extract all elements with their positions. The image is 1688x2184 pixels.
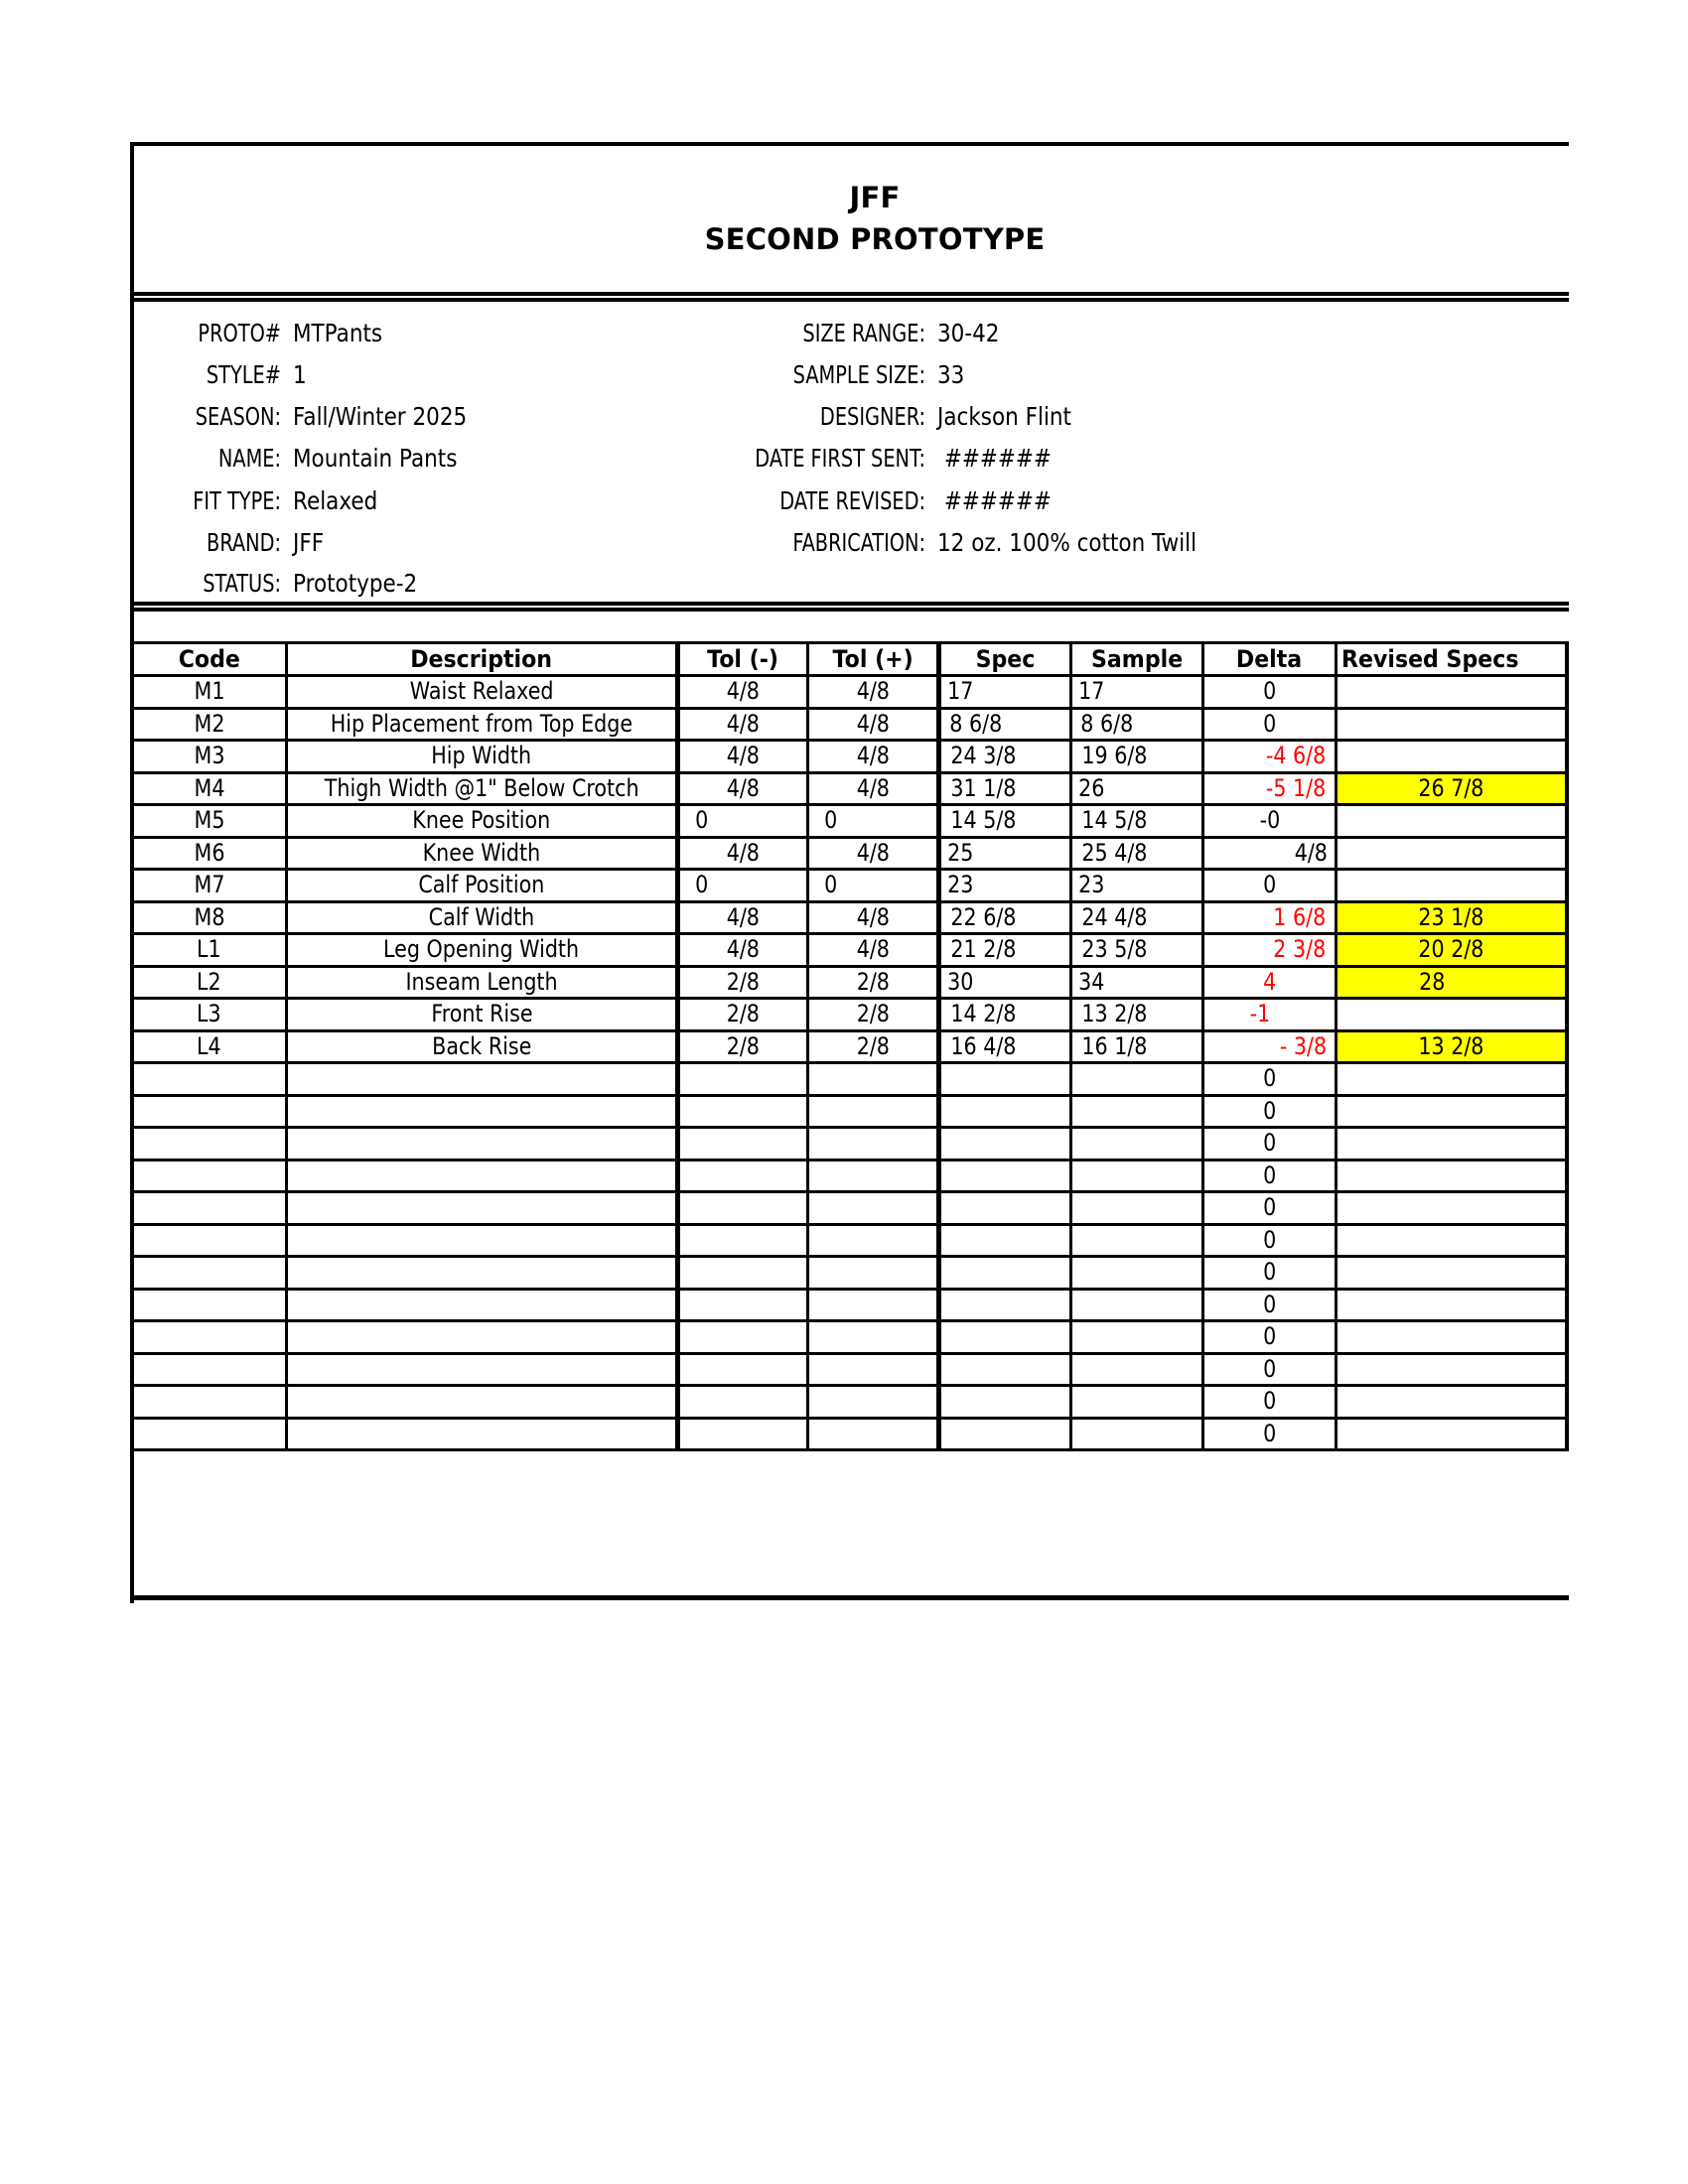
info-label: NAME: <box>217 444 281 473</box>
cell-code: L3 <box>132 999 287 1031</box>
cell-revised-specs <box>1336 1192 1567 1225</box>
cell-description: Hip Width <box>287 741 678 773</box>
table-row <box>132 870 1567 902</box>
cell-sample <box>1071 1321 1203 1354</box>
cell-spec <box>939 1386 1071 1419</box>
cell-revised-specs <box>1336 1418 1567 1450</box>
cell-tol-plus: 4/8 <box>808 772 939 805</box>
spec-table-body <box>132 676 1567 1450</box>
cell-spec: 14 2/8 <box>939 999 1071 1031</box>
cell-description <box>287 1289 678 1321</box>
cell-delta: 0 <box>1203 870 1336 902</box>
cell-code <box>132 1095 287 1128</box>
cell-revised-specs: 26 7/8 <box>1336 772 1567 805</box>
table-row <box>132 1353 1567 1386</box>
cell-tol-minus <box>678 1257 808 1290</box>
cell-tol-plus: 4/8 <box>808 708 939 741</box>
cell-code: M5 <box>132 805 287 838</box>
cell-tol-plus <box>808 1418 939 1450</box>
cell-sample <box>1071 1128 1203 1160</box>
info-label: FABRICATION: <box>792 528 925 557</box>
cell-tol-minus <box>678 1321 808 1354</box>
info-value: ###### <box>937 444 1052 473</box>
cell-code: L4 <box>132 1030 287 1063</box>
cell-sample <box>1071 1289 1203 1321</box>
table-row <box>132 1063 1567 1096</box>
column-header-revised-specs: Revised Specs <box>1336 643 1567 676</box>
cell-delta: 0 <box>1203 1128 1336 1160</box>
table-row <box>132 772 1567 805</box>
cell-tol-plus <box>808 1257 939 1290</box>
cell-tol-plus <box>808 1128 939 1160</box>
info-label: SEASON: <box>195 402 281 431</box>
cell-code <box>132 1418 287 1450</box>
cell-tol-minus: 0 <box>678 805 808 838</box>
cell-delta: 0 <box>1203 1418 1336 1450</box>
cell-sample: 8 6/8 <box>1071 708 1203 741</box>
frame-top-border <box>130 142 1569 146</box>
cell-code: M3 <box>132 741 287 773</box>
cell-sample <box>1071 1095 1203 1128</box>
cell-spec <box>939 1160 1071 1192</box>
table-row <box>132 934 1567 967</box>
title-divider <box>130 292 1569 302</box>
cell-tol-minus: 4/8 <box>678 901 808 934</box>
cell-description <box>287 1095 678 1128</box>
cell-spec: 30 <box>939 966 1071 999</box>
cell-description: Leg Opening Width <box>287 934 678 967</box>
cell-revised-specs: 28 <box>1336 966 1567 999</box>
cell-code <box>132 1289 287 1321</box>
cell-code: M6 <box>132 837 287 870</box>
info-value: Fall/Winter 2025 <box>293 402 468 431</box>
cell-code <box>132 1224 287 1257</box>
cell-spec: 21 2/8 <box>939 934 1071 967</box>
cell-spec: 31 1/8 <box>939 772 1071 805</box>
cell-tol-minus: 4/8 <box>678 676 808 709</box>
cell-delta: 0 <box>1203 708 1336 741</box>
cell-revised-specs <box>1336 1386 1567 1419</box>
cell-description: Calf Width <box>287 901 678 934</box>
cell-revised-specs <box>1336 676 1567 709</box>
cell-description <box>287 1386 678 1419</box>
cell-spec: 17 <box>939 676 1071 709</box>
info-value: Prototype-2 <box>293 569 418 598</box>
info-value: Mountain Pants <box>293 444 458 473</box>
cell-revised-specs <box>1336 1160 1567 1192</box>
cell-tol-minus <box>678 1128 808 1160</box>
info-label: DATE FIRST SENT: <box>755 444 925 473</box>
table-row <box>132 999 1567 1031</box>
info-label: BRAND: <box>207 528 281 557</box>
cell-tol-plus: 0 <box>808 805 939 838</box>
column-header-spec: Spec <box>939 643 1071 676</box>
cell-sample <box>1071 1224 1203 1257</box>
cell-spec: 24 3/8 <box>939 741 1071 773</box>
cell-tol-minus <box>678 1160 808 1192</box>
table-row <box>132 1386 1567 1419</box>
cell-delta: -5 1/8 <box>1203 772 1336 805</box>
cell-sample: 26 <box>1071 772 1203 805</box>
cell-code: L1 <box>132 934 287 967</box>
cell-sample <box>1071 1418 1203 1450</box>
table-row <box>132 837 1567 870</box>
cell-code <box>132 1353 287 1386</box>
cell-tol-minus: 4/8 <box>678 772 808 805</box>
cell-sample: 34 <box>1071 966 1203 999</box>
cell-sample <box>1071 1257 1203 1290</box>
cell-tol-plus: 4/8 <box>808 934 939 967</box>
cell-code: M1 <box>132 676 287 709</box>
cell-revised-specs <box>1336 999 1567 1031</box>
cell-tol-plus <box>808 1321 939 1354</box>
cell-revised-specs <box>1336 1224 1567 1257</box>
cell-sample: 23 <box>1071 870 1203 902</box>
table-row <box>132 1128 1567 1160</box>
info-value: Jackson Flint <box>937 402 1071 431</box>
cell-delta: 0 <box>1203 1353 1336 1386</box>
cell-spec <box>939 1289 1071 1321</box>
cell-tol-minus <box>678 1063 808 1096</box>
cell-tol-minus: 4/8 <box>678 837 808 870</box>
cell-tol-plus: 0 <box>808 870 939 902</box>
cell-revised-specs <box>1336 1063 1567 1096</box>
cell-revised-specs <box>1336 837 1567 870</box>
column-header-sample: Sample <box>1071 643 1203 676</box>
info-value: Relaxed <box>293 486 378 515</box>
cell-tol-minus: 4/8 <box>678 708 808 741</box>
cell-tol-minus <box>678 1386 808 1419</box>
cell-revised-specs: 20 2/8 <box>1336 934 1567 967</box>
info-value: JFF <box>293 528 325 557</box>
cell-spec: 22 6/8 <box>939 901 1071 934</box>
table-row <box>132 1095 1567 1128</box>
spec-table <box>130 641 1569 1451</box>
cell-spec: 25 <box>939 837 1071 870</box>
cell-sample: 14 5/8 <box>1071 805 1203 838</box>
cell-sample <box>1071 1160 1203 1192</box>
cell-description <box>287 1128 678 1160</box>
table-row <box>132 1030 1567 1063</box>
cell-description <box>287 1224 678 1257</box>
cell-sample <box>1071 1353 1203 1386</box>
cell-code <box>132 1160 287 1192</box>
info-label: STYLE# <box>206 360 281 389</box>
notes-box <box>130 1529 1569 1600</box>
cell-description: Thigh Width @1" Below Crotch <box>287 772 678 805</box>
cell-tol-minus <box>678 1095 808 1128</box>
cell-tol-plus <box>808 1063 939 1096</box>
cell-spec <box>939 1257 1071 1290</box>
cell-description <box>287 1063 678 1096</box>
info-label: STATUS: <box>203 569 281 598</box>
cell-revised-specs: 23 1/8 <box>1336 901 1567 934</box>
cell-delta: -0 <box>1203 805 1336 838</box>
cell-spec <box>939 1418 1071 1450</box>
info-label: PROTO# <box>198 319 281 347</box>
cell-spec: 8 6/8 <box>939 708 1071 741</box>
cell-delta: 0 <box>1203 1160 1336 1192</box>
cell-tol-plus <box>808 1289 939 1321</box>
cell-tol-minus <box>678 1418 808 1450</box>
cell-code: M7 <box>132 870 287 902</box>
cell-description: Knee Position <box>287 805 678 838</box>
cell-delta: 0 <box>1203 1321 1336 1354</box>
info-label: DATE REVISED: <box>779 486 925 515</box>
cell-tol-minus <box>678 1224 808 1257</box>
cell-revised-specs <box>1336 1353 1567 1386</box>
page-title: SECOND PROTOTYPE <box>704 222 1046 256</box>
cell-delta: 4 <box>1203 966 1336 999</box>
cell-spec: 16 4/8 <box>939 1030 1071 1063</box>
info-value: 12 oz. 100% cotton Twill <box>937 528 1197 557</box>
column-header-description: Description <box>287 643 678 676</box>
cell-description: Calf Position <box>287 870 678 902</box>
cell-revised-specs <box>1336 741 1567 773</box>
cell-delta: 0 <box>1203 1257 1336 1290</box>
cell-revised-specs <box>1336 1095 1567 1128</box>
cell-code: L2 <box>132 966 287 999</box>
cell-tol-plus: 4/8 <box>808 837 939 870</box>
cell-description: Hip Placement from Top Edge <box>287 708 678 741</box>
column-header-tol-minus: Tol (-) <box>678 643 808 676</box>
table-row <box>132 1224 1567 1257</box>
cell-description <box>287 1418 678 1450</box>
cell-sample: 23 5/8 <box>1071 934 1203 967</box>
cell-delta: 0 <box>1203 1289 1336 1321</box>
cell-delta: -1 <box>1203 999 1336 1031</box>
cell-description <box>287 1192 678 1225</box>
cell-sample: 19 6/8 <box>1071 741 1203 773</box>
info-label: FIT TYPE: <box>193 486 281 515</box>
cell-spec <box>939 1128 1071 1160</box>
info-value: 1 <box>293 360 307 389</box>
cell-tol-plus <box>808 1386 939 1419</box>
cell-sample: 24 4/8 <box>1071 901 1203 934</box>
cell-tol-plus: 4/8 <box>808 741 939 773</box>
cell-code <box>132 1386 287 1419</box>
column-header-code: Code <box>132 643 287 676</box>
cell-description: Back Rise <box>287 1030 678 1063</box>
table-row <box>132 1321 1567 1354</box>
cell-spec: 23 <box>939 870 1071 902</box>
cell-delta: 0 <box>1203 1192 1336 1225</box>
cell-sample <box>1071 1386 1203 1419</box>
table-row <box>132 1289 1567 1321</box>
cell-tol-plus: 2/8 <box>808 1030 939 1063</box>
cell-tol-plus: 2/8 <box>808 966 939 999</box>
table-row <box>132 1160 1567 1192</box>
cell-tol-minus: 0 <box>678 870 808 902</box>
column-header-delta: Delta <box>1203 643 1336 676</box>
info-value: 30-42 <box>937 319 1000 347</box>
cell-code <box>132 1321 287 1354</box>
cell-tol-plus <box>808 1095 939 1128</box>
table-header-row <box>132 643 1567 676</box>
cell-revised-specs: 13 2/8 <box>1336 1030 1567 1063</box>
cell-delta: - 3/8 <box>1203 1030 1336 1063</box>
cell-tol-plus: 2/8 <box>808 999 939 1031</box>
cell-tol-plus: 4/8 <box>808 901 939 934</box>
cell-code: M4 <box>132 772 287 805</box>
cell-description: Inseam Length <box>287 966 678 999</box>
cell-sample: 16 1/8 <box>1071 1030 1203 1063</box>
cell-revised-specs <box>1336 708 1567 741</box>
cell-revised-specs <box>1336 1128 1567 1160</box>
cell-sample <box>1071 1192 1203 1225</box>
info-label: SIZE RANGE: <box>802 319 925 347</box>
cell-delta: 0 <box>1203 1386 1336 1419</box>
cell-description: Front Rise <box>287 999 678 1031</box>
cell-description <box>287 1321 678 1354</box>
info-divider <box>130 602 1569 612</box>
table-row <box>132 1257 1567 1290</box>
cell-spec <box>939 1321 1071 1354</box>
cell-spec <box>939 1224 1071 1257</box>
table-row <box>132 1418 1567 1450</box>
table-row <box>132 966 1567 999</box>
brand-heading: JFF <box>849 181 901 214</box>
info-value: 33 <box>937 360 965 389</box>
info-value: MTPants <box>293 319 383 347</box>
cell-code <box>132 1063 287 1096</box>
cell-tol-plus <box>808 1224 939 1257</box>
cell-delta: 0 <box>1203 1095 1336 1128</box>
cell-tol-minus: 2/8 <box>678 966 808 999</box>
column-header-tol-plus: Tol (+) <box>808 643 939 676</box>
cell-sample: 17 <box>1071 676 1203 709</box>
cell-tol-minus <box>678 1192 808 1225</box>
cell-tol-minus: 4/8 <box>678 741 808 773</box>
cell-description <box>287 1160 678 1192</box>
info-label: SAMPLE SIZE: <box>792 360 925 389</box>
cell-description: Waist Relaxed <box>287 676 678 709</box>
cell-spec <box>939 1063 1071 1096</box>
cell-sample: 25 4/8 <box>1071 837 1203 870</box>
cell-spec <box>939 1192 1071 1225</box>
table-row <box>132 805 1567 838</box>
cell-revised-specs <box>1336 1257 1567 1290</box>
cell-delta: 0 <box>1203 676 1336 709</box>
table-row <box>132 901 1567 934</box>
cell-spec <box>939 1353 1071 1386</box>
cell-description <box>287 1257 678 1290</box>
cell-tol-minus: 4/8 <box>678 934 808 967</box>
cell-delta: 1 6/8 <box>1203 901 1336 934</box>
info-label: DESIGNER: <box>819 402 925 431</box>
cell-delta: -4 6/8 <box>1203 741 1336 773</box>
cell-code <box>132 1192 287 1225</box>
table-row <box>132 676 1567 709</box>
cell-revised-specs <box>1336 805 1567 838</box>
table-row <box>132 1192 1567 1225</box>
cell-code: M2 <box>132 708 287 741</box>
cell-delta: 0 <box>1203 1063 1336 1096</box>
cell-description <box>287 1353 678 1386</box>
cell-delta: 2 3/8 <box>1203 934 1336 967</box>
cell-tol-minus: 2/8 <box>678 1030 808 1063</box>
cell-tol-plus <box>808 1160 939 1192</box>
cell-code <box>132 1128 287 1160</box>
cell-description: Knee Width <box>287 837 678 870</box>
table-row <box>132 741 1567 773</box>
cell-revised-specs <box>1336 870 1567 902</box>
cell-delta: 0 <box>1203 1224 1336 1257</box>
cell-tol-minus: 2/8 <box>678 999 808 1031</box>
cell-tol-minus <box>678 1289 808 1321</box>
cell-sample: 13 2/8 <box>1071 999 1203 1031</box>
cell-spec: 14 5/8 <box>939 805 1071 838</box>
cell-delta: 4/8 <box>1203 837 1336 870</box>
cell-code <box>132 1257 287 1290</box>
cell-code: M8 <box>132 901 287 934</box>
cell-tol-plus: 4/8 <box>808 676 939 709</box>
cell-spec <box>939 1095 1071 1128</box>
cell-sample <box>1071 1063 1203 1096</box>
cell-tol-plus <box>808 1192 939 1225</box>
table-row <box>132 708 1567 741</box>
cell-revised-specs <box>1336 1321 1567 1354</box>
cell-tol-plus <box>808 1353 939 1386</box>
info-value: ###### <box>937 486 1052 515</box>
cell-tol-minus <box>678 1353 808 1386</box>
cell-revised-specs <box>1336 1289 1567 1321</box>
